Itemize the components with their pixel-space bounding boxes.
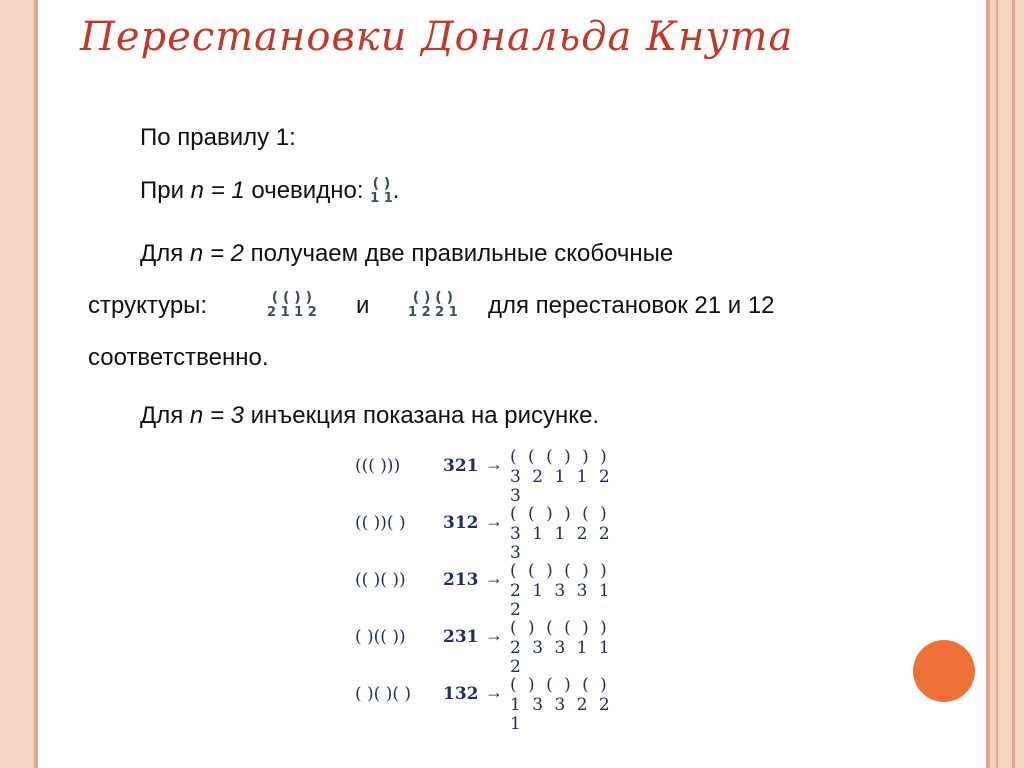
row-digits: 3 1 1 2 2 3 bbox=[510, 523, 613, 564]
row-brackets: ( ) ( ( ) ) bbox=[510, 618, 610, 638]
row-sequence: (( )( )) bbox=[355, 570, 406, 590]
row-brackets: ( ( ) ( ) ) bbox=[510, 561, 610, 581]
and-text: и bbox=[356, 292, 370, 319]
n1-digits: 1 1 bbox=[370, 191, 393, 207]
n2-perms bbox=[488, 290, 775, 321]
decorative-circle-icon bbox=[913, 640, 975, 702]
right-stripe-1 bbox=[986, 0, 990, 768]
n2-line3 bbox=[88, 342, 269, 373]
struct-a-digits: 2 1 1 2 bbox=[267, 305, 317, 321]
row-digits: 2 3 3 1 1 2 bbox=[510, 637, 613, 678]
row-permutation: 312 bbox=[443, 513, 479, 533]
n2-math: n = 2 bbox=[189, 240, 244, 267]
row-permutation: 321 bbox=[443, 456, 479, 476]
right-stripe-2 bbox=[996, 0, 998, 768]
right-stripe-3 bbox=[1012, 0, 1015, 768]
row-permutation: 132 bbox=[443, 684, 479, 704]
row-sequence: (( ))( ) bbox=[355, 513, 406, 533]
n1-structure bbox=[370, 177, 393, 205]
structures-label: структуры: bbox=[88, 292, 208, 319]
n2-line1-rest: получаем две правильные скобочные bbox=[243, 240, 674, 267]
slide-title: Перестановки Дональда Кнута bbox=[80, 14, 794, 60]
figure-row bbox=[355, 504, 615, 564]
struct-b-digits: 1 2 2 1 bbox=[408, 305, 458, 321]
n1-prefix: При bbox=[140, 177, 191, 204]
arrow-icon: → bbox=[485, 454, 503, 474]
arrow-icon: → bbox=[485, 625, 503, 645]
row-digits: 2 1 3 3 1 2 bbox=[510, 580, 613, 621]
row-permutation: 231 bbox=[443, 627, 479, 647]
n3-line bbox=[140, 400, 599, 431]
struct-b-brackets: ( ) ( ) bbox=[412, 290, 453, 307]
row-brackets: ( ( ( ) ) ) bbox=[510, 447, 610, 467]
n3-math: n = 3 bbox=[189, 402, 244, 429]
n1-line bbox=[140, 175, 399, 206]
n2-line2 bbox=[88, 290, 207, 321]
rule-line bbox=[140, 122, 296, 153]
row-sequence: ((( ))) bbox=[355, 456, 401, 476]
row-brackets: ( ) ( ) ( ) bbox=[510, 675, 610, 695]
rule-text: По правилу 1: bbox=[140, 124, 296, 151]
n3-suffix: инъекция показана на рисунке. bbox=[243, 402, 600, 429]
n2-prefix: Для bbox=[140, 240, 190, 267]
n2-struct-a bbox=[267, 289, 317, 320]
row-structure bbox=[510, 562, 615, 621]
row-brackets: ( ( ) ) ( ) bbox=[510, 504, 610, 524]
arrow-icon: → bbox=[485, 511, 503, 531]
struct-a-brackets: ( ( ) ) bbox=[271, 290, 312, 307]
arrow-icon: → bbox=[485, 568, 503, 588]
row-structure bbox=[510, 676, 615, 735]
left-stripe bbox=[34, 0, 38, 768]
struct-b bbox=[408, 291, 458, 319]
n1-brackets: ( ) bbox=[372, 176, 391, 193]
n3-prefix: Для bbox=[140, 402, 190, 429]
figure-row bbox=[355, 561, 615, 621]
n2-line1 bbox=[140, 238, 673, 269]
n2-struct-b bbox=[408, 289, 458, 320]
figure-row bbox=[355, 618, 615, 678]
row-digits: 1 3 3 2 2 1 bbox=[510, 694, 613, 735]
struct-a bbox=[267, 291, 317, 319]
row-permutation: 213 bbox=[443, 570, 479, 590]
n1-suffix: очевидно: bbox=[244, 177, 371, 204]
perms-text: для перестановок 21 и 12 bbox=[488, 292, 775, 319]
n2-and bbox=[356, 290, 369, 321]
n1-end: . bbox=[392, 177, 400, 204]
row-sequence: ( )(( )) bbox=[355, 627, 406, 647]
row-sequence: ( )( )( ) bbox=[355, 684, 412, 704]
line3-text: соответственно. bbox=[88, 344, 269, 371]
arrow-icon: → bbox=[485, 682, 503, 702]
figure-row bbox=[355, 675, 615, 735]
row-structure bbox=[510, 448, 615, 507]
figure-row bbox=[355, 447, 615, 507]
row-structure bbox=[510, 505, 615, 564]
row-digits: 3 2 1 1 2 3 bbox=[510, 466, 613, 507]
row-structure bbox=[510, 619, 615, 678]
n1-math: n = 1 bbox=[190, 177, 245, 204]
